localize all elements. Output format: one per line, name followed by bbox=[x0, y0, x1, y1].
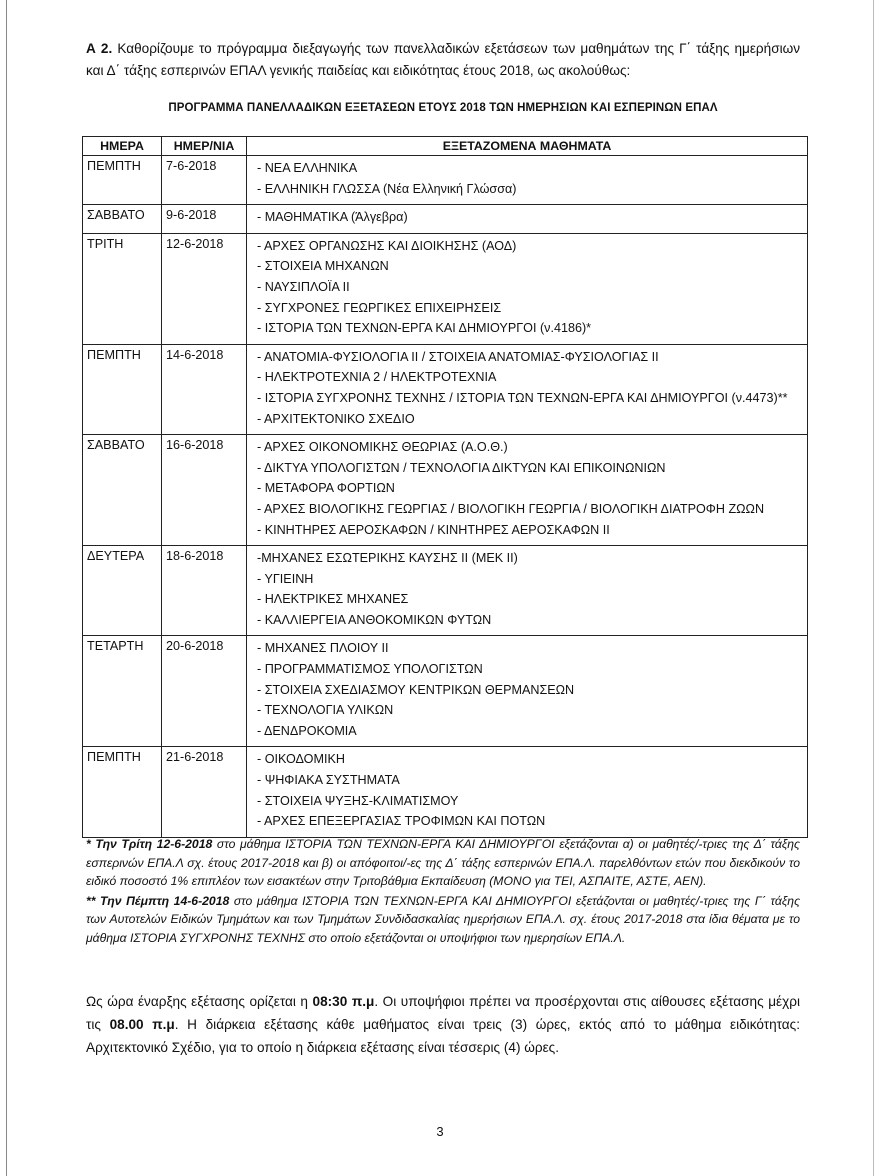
footnotes bbox=[86, 835, 800, 949]
row-day: ΤΡΙΤΗ bbox=[83, 233, 162, 344]
subject-item: - ΑΝΑΤΟΜΙΑ-ΦΥΣΙΟΛΟΓΙΑ ΙΙ / ΣΤΟΙΧΕΙΑ ΑΝΑΤΟΜΙΑΣ-ΦΥΣΙΟΛΟΓΙΑΣ ΙΙ bbox=[257, 349, 659, 364]
subject-item: - ΕΛΛΗΝΙΚΗ ΓΛΩΣΣΑ (Νέα Ελληνική Γλώσσα) bbox=[257, 181, 517, 196]
subject-item: - ΨΗΦΙΑΚΑ ΣΥΣΤΗΜΑΤΑ bbox=[257, 773, 400, 788]
arrival-time: 08.00 π.μ bbox=[109, 1017, 175, 1032]
row-date: 16-6-2018 bbox=[162, 435, 247, 546]
row-subjects bbox=[247, 156, 808, 205]
row-subjects bbox=[247, 546, 808, 636]
subject-item: - ΥΓΙΕΙΝΗ bbox=[257, 571, 314, 586]
page-left-edge bbox=[6, 0, 7, 1176]
subject-item: - ΑΡΧΕΣ ΕΠΕΞΕΡΓΑΣΙΑΣ ΤΡΟΦΙΜΩΝ ΚΑΙ ΠΟΤΩΝ bbox=[257, 814, 546, 829]
footnote-2-text: στο μάθημα ΙΣΤΟΡΙΑ ΤΩΝ ΤΕΧΝΩΝ-ΕΡΓΑ ΚΑΙ ΔΗΜΙΟΥΡΓΟΙ εξετάζονται οι μαθητές/-τριες της Γ΄ τάξης των Αυτοτελών Ειδικών Τμημάτων και των Τμημάτων Συνδιδασκαλίας ημερήσιων ΕΠΑ.Λ. σχ. έτους 2017-2018 στα ίδια θέματα με το μάθημα ΙΣΤΟΡΙΑ ΣΥΓΧΡΟΝΗΣ ΤΕΧΝΗΣ στο οποίο εξετάζονται οι υποψήφιοι των ημερησίων ΕΠΑ.Λ. bbox=[86, 893, 800, 945]
row-date: 12-6-2018 bbox=[162, 233, 247, 344]
subject-item: - ΑΡΧΕΣ ΟΙΚΟΝΟΜΙΚΗΣ ΘΕΩΡΙΑΣ (Α.Ο.Θ.) bbox=[257, 440, 508, 455]
subject-item: - ΣΥΓΧΡΟΝΕΣ ΓΕΩΡΓΙΚΕΣ ΕΠΙΧΕΙΡΗΣΕΙΣ bbox=[257, 300, 502, 315]
row-date: 20-6-2018 bbox=[162, 636, 247, 747]
table-header-row bbox=[83, 137, 808, 156]
start-time: 08:30 π.μ bbox=[312, 994, 375, 1009]
row-day: ΔΕΥΤΕΡΑ bbox=[83, 546, 162, 636]
row-day: ΣΑΒΒΑΤΟ bbox=[83, 205, 162, 234]
footnote-1-lead: * Την Τρίτη 12-6-2018 bbox=[86, 837, 213, 851]
row-subjects bbox=[247, 344, 808, 434]
subject-item: - ΑΡΧΕΣ ΒΙΟΛΟΓΙΚΗΣ ΓΕΩΡΓΙΑΣ / ΒΙΟΛΟΓΙΚΗ ΓΕΩΡΓΙΑ / ΒΙΟΛΟΓΙΚΗ ΔΙΑΤΡΟΦΗ ΖΩΩΝ bbox=[257, 501, 765, 516]
exam-schedule-table bbox=[82, 136, 808, 838]
subject-item: - ΔΕΝΔΡΟΚΟΜΙΑ bbox=[257, 723, 357, 738]
subject-item: - ΠΡΟΓΡΑΜΜΑΤΙΣΜΟΣ ΥΠΟΛΟΓΙΣΤΩΝ bbox=[257, 662, 483, 677]
page-right-edge bbox=[873, 0, 874, 1176]
page-number: 3 bbox=[436, 1124, 444, 1139]
subject-item: - ΙΣΤΟΡΙΑ ΤΩΝ ΤΕΧΝΩΝ-ΕΡΓΑ ΚΑΙ ΔΗΜΙΟΥΡΓΟΙ (ν.4186)* bbox=[257, 321, 592, 336]
table-row bbox=[83, 636, 808, 747]
table-title: ΠΡΟΓΡΑΜΜΑ ΠΑΝΕΛΛΑΔΙΚΩΝ ΕΞΕΤΑΣΕΩΝ ΕΤΟΥΣ 2018 ΤΩΝ ΗΜΕΡΗΣΙΩΝ ΚΑΙ ΕΣΠΕΡΙΝΩΝ ΕΠΑΛ bbox=[168, 102, 718, 114]
subject-item: - ΣΤΟΙΧΕΙΑ ΣΧΕΔΙΑΣΜΟΥ ΚΕΝΤΡΙΚΩΝ ΘΕΡΜΑΝΣΕΩΝ bbox=[257, 682, 575, 697]
subject-item: - ΗΛΕΚΤΡΟΤΕΧΝΙΑ 2 / ΗΛΕΚΤΡΟΤΕΧΝΙΑ bbox=[257, 370, 497, 385]
row-day: ΤΕΤΑΡΤΗ bbox=[83, 636, 162, 747]
subject-item: - ΚΑΛΛΙΕΡΓΕΙΑ ΑΝΘΟΚΟΜΙΚΩΝ ΦΥΤΩΝ bbox=[257, 612, 492, 627]
closing-part2: . Οι υποψήφιοι πρέπει να προσέρχονται στις αίθουσες εξέτασης μέχρι τις bbox=[86, 994, 800, 1032]
subject-item: - ΚΙΝΗΤΗΡΕΣ ΑΕΡΟΣΚΑΦΩΝ / ΚΙΝΗΤΗΡΕΣ ΑΕΡΟΣΚΑΦΩΝ ΙΙ bbox=[257, 522, 610, 537]
table-row bbox=[83, 747, 808, 837]
table-row bbox=[83, 344, 808, 434]
row-date: 21-6-2018 bbox=[162, 747, 247, 837]
row-day: ΠΕΜΠΤΗ bbox=[83, 156, 162, 205]
subject-item: - ΤΕΧΝΟΛΟΓΙΑ ΥΛΙΚΩΝ bbox=[257, 703, 394, 718]
row-date: 7-6-2018 bbox=[162, 156, 247, 205]
subject-item: - ΣΤΟΙΧΕΙΑ ΨΥΞΗΣ-ΚΛΙΜΑΤΙΣΜΟΥ bbox=[257, 793, 459, 808]
table-body bbox=[83, 156, 808, 838]
row-subjects bbox=[247, 636, 808, 747]
subject-item: - ΑΡΧΙΤΕΚΤΟΝΙΚΟ ΣΧΕΔΙΟ bbox=[257, 411, 415, 426]
subject-item: - ΝΕΑ ΕΛΛΗΝΙΚΑ bbox=[257, 161, 358, 175]
closing-part1: Ως ώρα έναρξης εξέτασης ορίζεται η bbox=[86, 994, 313, 1009]
table-row bbox=[83, 546, 808, 636]
table-row bbox=[83, 435, 808, 546]
subject-item: - ΟΙΚΟΔΟΜΙΚΗ bbox=[257, 752, 345, 767]
header-date: ΗΜΕΡ/ΝΙΑ bbox=[162, 137, 247, 156]
header-subjects: ΕΞΕΤΑΖΟΜΕΝΑ ΜΑΘΗΜΑΤΑ bbox=[247, 137, 808, 156]
subject-item: - ΜΗΧΑΝΕΣ ΠΛΟΙΟΥ ΙΙ bbox=[257, 641, 389, 656]
row-subjects bbox=[247, 205, 808, 234]
row-subjects bbox=[247, 747, 808, 837]
table-row bbox=[83, 156, 808, 205]
closing-paragraph bbox=[86, 990, 800, 1059]
row-date: 9-6-2018 bbox=[162, 205, 247, 234]
subject-item: -ΜΗΧΑΝΕΣ ΕΣΩΤΕΡΙΚΗΣ ΚΑΥΣΗΣ ΙΙ (ΜΕΚ ΙΙ) bbox=[257, 551, 518, 566]
subject-item: - ΝΑΥΣΙΠΛΟΪΑ ΙΙ bbox=[257, 279, 350, 294]
row-day: ΣΑΒΒΑΤΟ bbox=[83, 435, 162, 546]
row-day: ΠΕΜΠΤΗ bbox=[83, 747, 162, 837]
footnote-1 bbox=[86, 835, 800, 891]
table-row bbox=[83, 233, 808, 344]
subject-item: - ΑΡΧΕΣ ΟΡΓΑΝΩΣΗΣ ΚΑΙ ΔΙΟΙΚΗΣΗΣ (ΑΟΔ) bbox=[257, 238, 517, 253]
closing-part3: . Η διάρκεια εξέτασης κάθε μαθήματος είναι τρεις (3) ώρες, εκτός από το μάθημα ειδικότητας: Αρχιτεκτονικό Σχέδιο, για το οποίο η διάρκεια εξέτασης είναι τέσσερις (4) ώρες. bbox=[86, 1017, 800, 1055]
row-subjects bbox=[247, 233, 808, 344]
row-date: 18-6-2018 bbox=[162, 546, 247, 636]
subject-item: - ΔΙΚΤΥΑ ΥΠΟΛΟΓΙΣΤΩΝ / ΤΕΧΝΟΛΟΓΙΑ ΔΙΚΤΥΩΝ ΚΑΙ ΕΠΙΚΟΙΝΩΝΙΩΝ bbox=[257, 460, 666, 475]
intro-paragraph bbox=[86, 38, 800, 82]
header-day: ΗΜΕΡΑ bbox=[83, 137, 162, 156]
subject-item: - ΜΑΘΗΜΑΤΙΚΑ (Άλγεβρα) bbox=[257, 210, 408, 225]
subject-item: - ΗΛΕΚΤΡΙΚΕΣ ΜΗΧΑΝΕΣ bbox=[257, 592, 409, 607]
row-date: 14-6-2018 bbox=[162, 344, 247, 434]
footnote-1-text: στο μάθημα ΙΣΤΟΡΙΑ ΤΩΝ ΤΕΧΝΩΝ-ΕΡΓΑ ΚΑΙ ΔΗΜΙΟΥΡΓΟΙ εξετάζονται α) οι μαθητές/-τριες της Δ΄ τάξης εσπερινών ΕΠΑ.Λ σχ. έτους 2017-2018 και β) οι απόφοιτοι/-ες της Δ΄ τάξης εσπερινών ΕΠΑ.Λ. παρελθόντων ετών που διεκδικούν το ειδικό ποσοστό 1% επιπλέον των εισακτέων στην Τριτοβάθμια Εκπαίδευση (ΜΟΝΟ για ΤΕΙ, ΑΣΠΑΙΤΕ, ΑΣΤΕ, ΑΕΝ). bbox=[86, 837, 800, 889]
subject-item: - ΜΕΤΑΦΟΡΑ ΦΟΡΤΙΩΝ bbox=[257, 481, 395, 496]
footnote-2-lead: ** Την Πέμπτη 14-6-2018 bbox=[86, 893, 230, 908]
subject-item: - ΣΤΟΙΧΕΙΑ ΜΗΧΑΝΩΝ bbox=[257, 259, 389, 274]
intro-label: Α 2. bbox=[86, 41, 113, 56]
row-day: ΠΕΜΠΤΗ bbox=[83, 344, 162, 434]
row-subjects bbox=[247, 435, 808, 546]
footnote-2 bbox=[86, 892, 800, 948]
subject-item: - ΙΣΤΟΡΙΑ ΣΥΓΧΡΟΝΗΣ ΤΕΧΝΗΣ / ΙΣΤΟΡΙΑ ΤΩΝ ΤΕΧΝΩΝ-ΕΡΓΑ ΚΑΙ ΔΗΜΙΟΥΡΓΟΙ (ν.4473)** bbox=[257, 390, 788, 405]
table-row bbox=[83, 205, 808, 234]
intro-text: Καθορίζουμε το πρόγραμμα διεξαγωγής των πανελλαδικών εξετάσεων των μαθημάτων της Γ΄ τάξης ημερήσιων και Δ΄ τάξης εσπερινών ΕΠΑΛ γενικής παιδείας και ειδικότητας έτους 2018, ως ακολούθως: bbox=[86, 41, 801, 78]
